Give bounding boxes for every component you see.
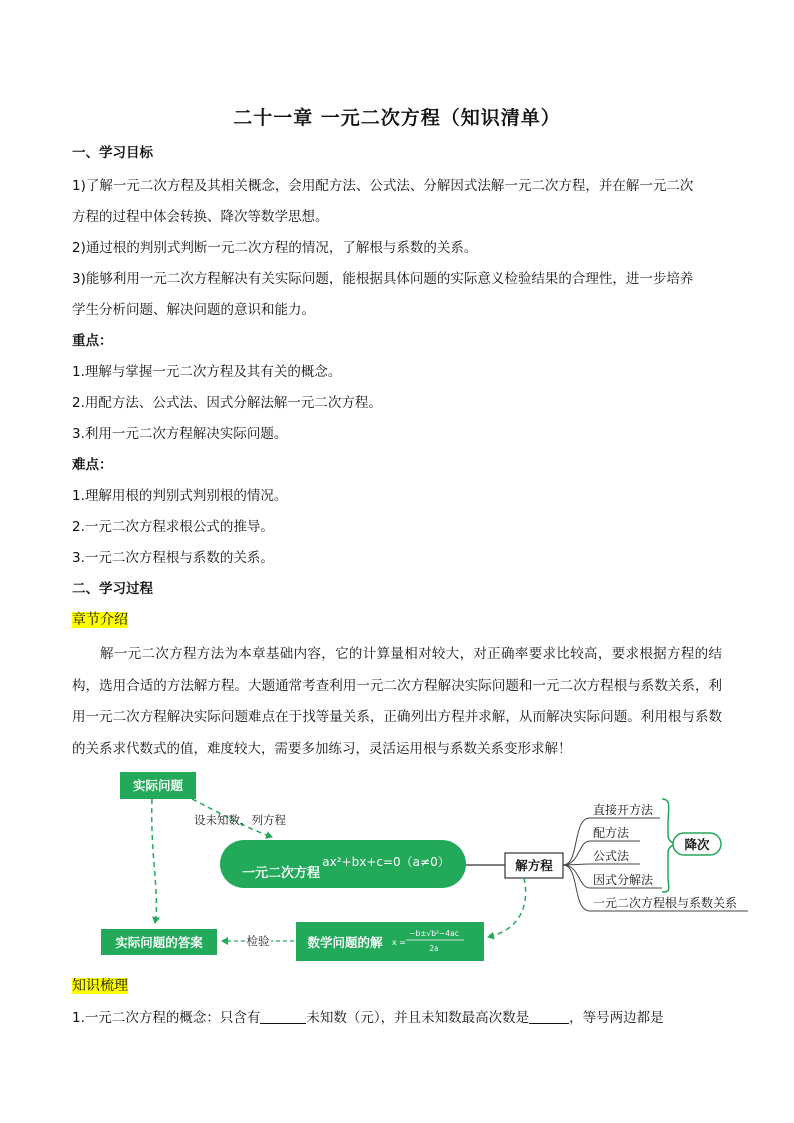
blank-2[interactable] (529, 1009, 569, 1024)
section-heading-goals: 一、学习目标 (72, 145, 153, 161)
difficulty-3: 3.一元二次方程根与系数的关系。 (72, 550, 274, 566)
formula-x: x = (392, 938, 406, 947)
check-label: 检验 (246, 934, 270, 948)
real-problem-label: 实际问题 (132, 778, 184, 793)
reduce-degree-label: 降次 (684, 837, 710, 852)
solve-label: 解方程 (515, 858, 553, 873)
knowledge-review-label: 知识梳理 (72, 978, 128, 994)
method-direct-root: 直接开方法 (593, 803, 654, 817)
equation-name: 一元二次方程 (241, 866, 321, 881)
difficulty-1: 1.理解用根的判别式判别根的情况。 (72, 488, 288, 504)
method-formula: 公式法 (593, 849, 630, 863)
concept-definition-line (72, 1008, 664, 1028)
goal-1-line-a: 1)了解一元二次方程及其相关概念，会用配方法、公式法、分解因式法解一元二次方程，并在解一元二次 (72, 178, 694, 194)
difficulty-2: 2.一元二次方程求根公式的推导。 (72, 519, 274, 535)
page-title: 二十一章 一元二次方程（知识清单） (233, 107, 561, 129)
section-heading-process: 二、学习过程 (72, 581, 153, 597)
blank-1[interactable] (260, 1009, 306, 1024)
root-coefficient-relation: 一元二次方程根与系数关系 (593, 896, 738, 910)
key-point-1: 1.理解与掌握一元二次方程及其有关的概念。 (72, 364, 342, 380)
math-solution-label: 数学问题的解 (307, 935, 383, 950)
real-answer-label: 实际问题的答案 (115, 935, 203, 950)
method-completing-square: 配方法 (593, 826, 630, 840)
difficulties-heading: 难点： (72, 457, 113, 473)
key-point-3: 3.利用一元二次方程解决实际问题。 (72, 426, 288, 442)
formula-numerator: −b±√b²−4ac (409, 929, 459, 938)
equation-expression: ax²+bx+c=0（a≠0） (322, 855, 450, 869)
method-factoring: 因式分解法 (593, 873, 654, 887)
goal-3-line-b: 学生分析问题、解决问题的意识和能力。 (72, 302, 315, 318)
key-points-heading: 重点： (72, 333, 113, 349)
concept-text-a: 1.一元二次方程的概念：只含有 (72, 1010, 261, 1026)
formula-denominator: 2a (429, 944, 439, 953)
goal-1-line-b: 方程的过程中体会转换、降次等数学思想。 (72, 209, 329, 225)
key-point-2: 2.用配方法、公式法、因式分解法解一元二次方程。 (72, 395, 382, 411)
chapter-intro-text: 解一元二次方程方法为本章基础内容，它的计算量相对较大，对正确率要求比较高，要求根据方程的结构，选用合适的方法解方程。大题通常考查利用一元二次方程解决实际问题和一元二次方程根与系数关系，利用一元二次方程解决实际问题难点在于找等量关系，正确列出方程并求解，从而解决实际问题。利用根与系数的关系求代数式的值，难度较大，需要多加练习，灵活运用根与系数关系变形求解！ (72, 646, 722, 757)
concept-text-c: ，等号两边都是 (569, 1010, 664, 1026)
set-unknown-label: 设未知数，列方程 (194, 813, 286, 827)
concept-text-b: 未知数（元），并且未知数最高次数是 (306, 1010, 530, 1026)
solving-flow-diagram (0, 765, 794, 970)
goal-3-line-a: 3)能够利用一元二次方程解决有关实际问题，能根据具体问题的实际意义检验结果的合理性，进一步培养 (72, 271, 694, 287)
chapter-intro-label: 章节介绍 (72, 612, 128, 628)
goal-2: 2)通过根的判别式判断一元二次方程的情况，了解根与系数的关系。 (72, 240, 478, 256)
